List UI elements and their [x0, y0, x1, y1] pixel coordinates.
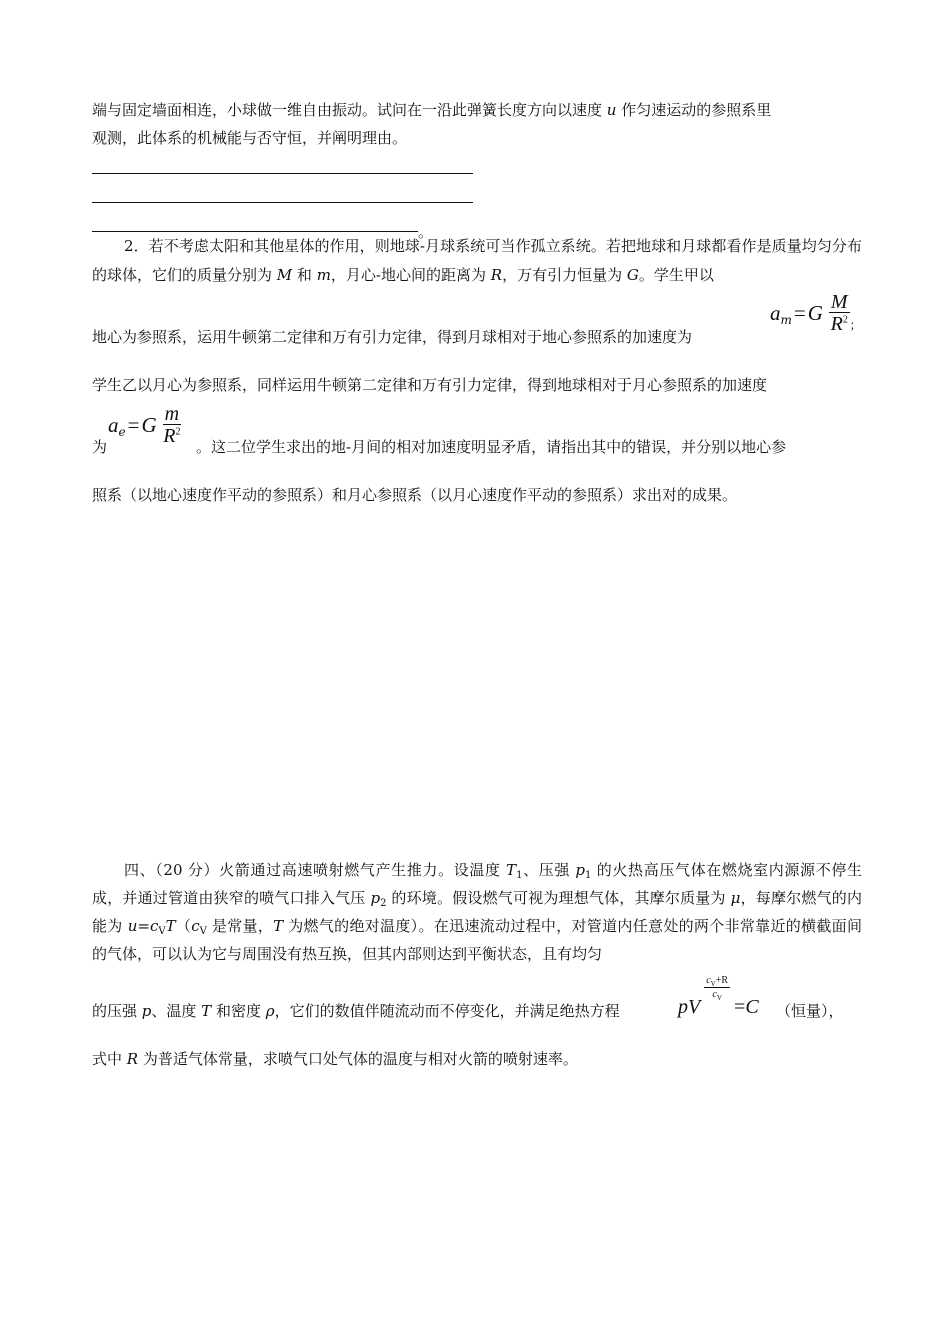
q4-text	[92, 856, 862, 968]
formula-am: a m = G $\frac{M}{R^2}$ ；	[770, 291, 862, 335]
exp-num-sub: V	[710, 980, 716, 988]
q4-var-T2: T	[273, 917, 284, 935]
q2-var-M: M	[276, 266, 293, 284]
formula-ae-num: m	[164, 403, 180, 425]
formula-am-den: R	[830, 313, 843, 335]
formula-adiabatic	[678, 975, 759, 1024]
q4-text-7: 是常量，	[206, 917, 274, 935]
q2-var-m: m	[316, 266, 331, 284]
q4-var-T1: T	[506, 861, 517, 879]
formula-ae-frac	[163, 404, 181, 447]
q4-text-2: 、压强	[522, 861, 576, 879]
formula-am-frac	[829, 292, 850, 335]
q2-line-7	[92, 374, 767, 395]
formula-ae-den: R	[163, 425, 176, 447]
q1-line1-end: 作匀速运动的参照系里	[616, 101, 772, 119]
q4-var-cV2: c	[191, 917, 200, 935]
q4-line-adiabatic	[92, 968, 868, 1028]
q4-var-T1-sub: 1	[516, 870, 523, 881]
q4-eq: =	[137, 917, 150, 935]
formula-am-eq: =	[793, 301, 806, 325]
q1-var-u: u	[606, 101, 617, 119]
formula-ae-sq: 2	[175, 426, 181, 438]
formula-am-semicolon: ；	[849, 318, 862, 332]
q2-text-8: 。这二位学生求出的地-月间的相对加速度明显矛盾，请指出其中的错误，并分别以地心参	[196, 438, 787, 456]
q4-var-u: u	[127, 917, 138, 935]
formula-am-G: G	[807, 301, 823, 325]
q4-var-mu: μ	[730, 889, 741, 907]
q4-text-15: 为普适气体常量，求喷气口处气体的温度与相对火箭的喷射速率。	[138, 1050, 578, 1068]
formula-C: C	[745, 996, 759, 1018]
exp-den-sub: V	[716, 994, 722, 1002]
q4-var-p2-sub: 2	[380, 898, 387, 909]
q2-line-ae	[92, 404, 868, 464]
q4-text-6: （	[175, 917, 192, 935]
q2-text-6: 地心为参照系，运用牛顿第二定律和万有引力定律，得到月球相对于地心参照系的加速度为	[92, 328, 693, 346]
q4-text-11: 和密度	[211, 1002, 266, 1020]
answer-blank-1[interactable]	[92, 145, 492, 174]
formula-eq: =	[734, 996, 746, 1018]
q4-var-cV2-sub: V	[199, 926, 207, 937]
formula-ae-a: a	[108, 413, 119, 437]
q4-text-3: 的火热高压气体在燃烧室内源源不停生成，并通过管道由狭窄的喷气口排入气压	[92, 861, 862, 907]
q1-line2: 观测，此体系的机械能与否守恒，并阐明理由。	[92, 129, 408, 147]
q2-text-5: 。学生甲以	[638, 266, 714, 284]
exp-num-plus: +R	[715, 975, 729, 986]
q2-text-wei: 为	[92, 438, 108, 456]
formula-ae-eq: =	[127, 413, 140, 437]
formula-pV: pV	[678, 996, 701, 1018]
q2-text-2: 和	[292, 266, 317, 284]
q2-text-7: 学生乙以月心为参照系，同样运用牛顿第二定律和万有引力定律，得到地球相对于月心参照系的加速度	[92, 376, 768, 394]
q4-text-13: （恒量），	[776, 1002, 844, 1020]
answer-blanks	[92, 145, 492, 241]
q4-var-p2: p	[370, 889, 381, 907]
q4-var-R: R	[126, 1050, 139, 1068]
q4-var-p: p	[141, 1002, 152, 1020]
q4-var-p1: p	[575, 861, 585, 879]
q4-var-p1-sub: 1	[585, 870, 592, 881]
formula-am-sq: 2	[842, 314, 848, 326]
q4-var-T: T	[165, 917, 176, 935]
q4-text-5: ，每摩尔燃气的内能为	[92, 889, 862, 935]
q4-text-10: 、温度	[151, 1002, 202, 1020]
q4-text-4: 的环境。假设燃气可视为理想气体，其摩尔质量为	[386, 889, 731, 907]
q4-text-1: 四、（20 分）火箭通过高速喷射燃气产生推力。设温度	[124, 861, 507, 879]
answer-blank-3[interactable]	[92, 203, 492, 241]
q1-text	[92, 96, 862, 152]
blank-period: 。	[418, 223, 434, 241]
answer-blank-2[interactable]	[92, 174, 492, 203]
formula-am-a: a	[770, 301, 781, 325]
q2-line-9	[92, 484, 737, 505]
q2-text-4: ，万有引力恒量为	[502, 266, 627, 284]
q4-var-cV-sub: V	[158, 926, 166, 937]
question-2	[92, 232, 862, 290]
q2-text-3: ，月心-地心间的距离为	[330, 266, 491, 284]
question-1-tail	[92, 96, 862, 152]
q2-text-9: 照系（以地心速度作平动的参照系）和月心参照系（以月心速度作平动的参照系）求出对的成果。	[92, 486, 738, 504]
formula-ae: a e = G $\frac{m}{R^2}$	[108, 403, 181, 447]
q4-text-14: 式中	[92, 1050, 127, 1068]
q2-line-am	[92, 290, 868, 350]
q4-text-8: 为燃气的绝对温度）。在迅速流动过程中，对管道内任意处的两个非常靠近的横截面间的气体，可以认为它与周围没有热互换，但其内部则达到平衡状态，且有均匀	[92, 917, 862, 963]
q4-text-12: ，它们的数值伴随流动而不停变化，并满足绝热方程	[274, 1002, 620, 1020]
formula-ae-G: G	[141, 413, 157, 437]
q4-var-cV: c	[149, 917, 159, 935]
formula-am-num: M	[830, 291, 848, 313]
q1-line1: 端与固定墙面相连，小球做一维自由振动。试问在一沿此弹簧长度方向以速度	[92, 101, 607, 119]
question-4	[92, 856, 862, 968]
q4-var-T3: T	[201, 1002, 212, 1020]
exp-num-c: c	[706, 975, 711, 986]
exp-den-c: c	[712, 989, 717, 1000]
q2-var-R: R	[490, 266, 503, 284]
q2-text-1: 2．若不考虑太阳和其他星体的作用，则地球-月球系统可当作孤立系统。若把地球和月球都看作是质量均匀分布的球体，它们的质量分别为	[92, 237, 862, 284]
q2-var-G: G	[626, 266, 639, 284]
q4-var-rho: ρ	[265, 1002, 275, 1020]
formula-exponent	[704, 974, 730, 1002]
q4-line-last	[92, 1048, 578, 1069]
q2-intro	[92, 232, 862, 290]
q4-text-9: 的压强	[92, 1002, 142, 1020]
